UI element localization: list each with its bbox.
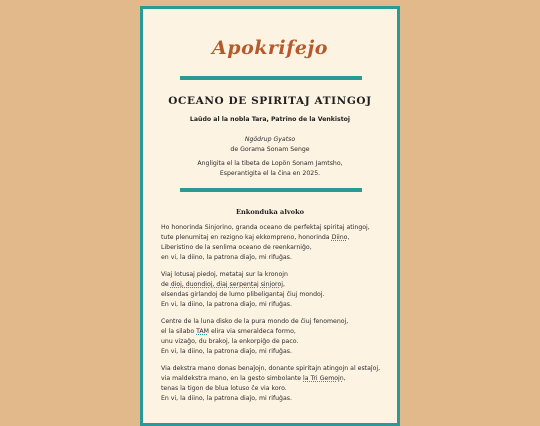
verse-stanza	[161, 364, 389, 404]
translation-note-line-1: Angligita el la tibeta de Lopön Sonam Jamtsho,	[197, 160, 343, 167]
verse-text: elsendas girlandoj de lumo plibeligantaj ĉiuj mondoj.	[161, 291, 325, 298]
verse-text: el la silabo	[161, 328, 197, 335]
verse-line	[161, 280, 389, 290]
verse-text: Via dekstra mano donas benaĵojn, donante spiritajn atingojn al estaĵoj,	[161, 365, 381, 372]
verse-text: En vi, la diino, la patrona diaĵo, mi rifuĝas.	[161, 395, 292, 402]
verse-line	[161, 317, 389, 327]
verse-text-tail: ,	[347, 234, 350, 241]
verse-text: tenas la tigon de blua lotuso ĉe via koro.	[161, 385, 287, 392]
bottom-divider	[180, 188, 362, 192]
page-title: OCEANO DE SPIRITAJ ATINGOJ	[168, 95, 372, 107]
verse-text-tail: ,	[282, 281, 285, 288]
verse-line	[161, 327, 389, 337]
verse-line	[161, 337, 389, 347]
translation-note	[143, 159, 397, 179]
verse-text: Viaj lotusaj piedoj, metataj sur la kronojn	[161, 271, 288, 278]
verse-text: tute plenumitaj en rezigno kaj ekkompreno, honorinda	[161, 234, 332, 241]
verse-stanza	[161, 270, 389, 310]
verse-line	[161, 290, 389, 300]
glossary-link[interactable]: la Tri Gemojn	[303, 375, 344, 382]
page-subtitle: Laŭdo al la nobla Tara, Patrino de la Venkistoj	[189, 116, 351, 123]
verse-text: Ho honorinda Sinjorino, granda oceano de perfektaj spiritaj atingoj,	[161, 224, 370, 231]
verse-text: via maldekstra mano, en la gesto simbolante	[161, 375, 304, 382]
author-block	[143, 135, 397, 155]
verse-line	[161, 394, 389, 404]
author-line: de Gorama Sonam Senge	[230, 146, 310, 153]
verse-line	[161, 384, 389, 394]
verse-line	[161, 223, 389, 233]
glossary-link[interactable]: TAM	[196, 328, 209, 335]
section-heading: Enkonduka alvoko	[235, 208, 305, 216]
verse-stanza	[161, 223, 389, 263]
verse-text: Liberistino de la senlima oceano de reenkarniĝo,	[161, 244, 312, 251]
site-logo[interactable]: Apokrifejo	[212, 37, 328, 59]
verse-list	[161, 223, 389, 411]
author-name: Ngödrup Gyatso	[244, 136, 296, 143]
verse-line	[161, 374, 389, 384]
verse-line	[161, 270, 389, 280]
verse-line	[161, 347, 389, 357]
verse-text: de	[161, 281, 171, 288]
translation-note-line-2: Esperantigita el la ĉina en 2025.	[219, 170, 321, 177]
verse-text: En vi, la diino, la patrona diaĵo, mi rifuĝas.	[161, 348, 292, 355]
verse-text: unu vizaĝo, du brakoj, la enkorpiĝo de paco.	[161, 338, 299, 345]
verse-text: En vi, la diino, la patrona diaĵo, mi rifuĝas.	[161, 301, 292, 308]
verse-line	[161, 233, 389, 243]
verse-line	[161, 253, 389, 263]
top-divider	[180, 76, 362, 80]
verse-line	[161, 243, 389, 253]
verse-text: en vi, la diino, la patrona diaĵo, mi rifuĝas.	[161, 254, 292, 261]
verse-text-tail: ,	[343, 375, 346, 382]
page-sheet	[140, 6, 400, 426]
verse-line	[161, 300, 389, 310]
verse-stanza	[161, 317, 389, 357]
glossary-link[interactable]: dioj, duondioj, diaj serpentaj sinjoroj	[170, 281, 283, 288]
verse-text-tail: elira via smeraldeca formo,	[208, 328, 296, 335]
verse-line	[161, 364, 389, 374]
glossary-link[interactable]: Diino	[331, 234, 348, 241]
verse-text: Centre de la luna disko de la pura mondo de ĉiuj fenomenoj,	[161, 318, 349, 325]
